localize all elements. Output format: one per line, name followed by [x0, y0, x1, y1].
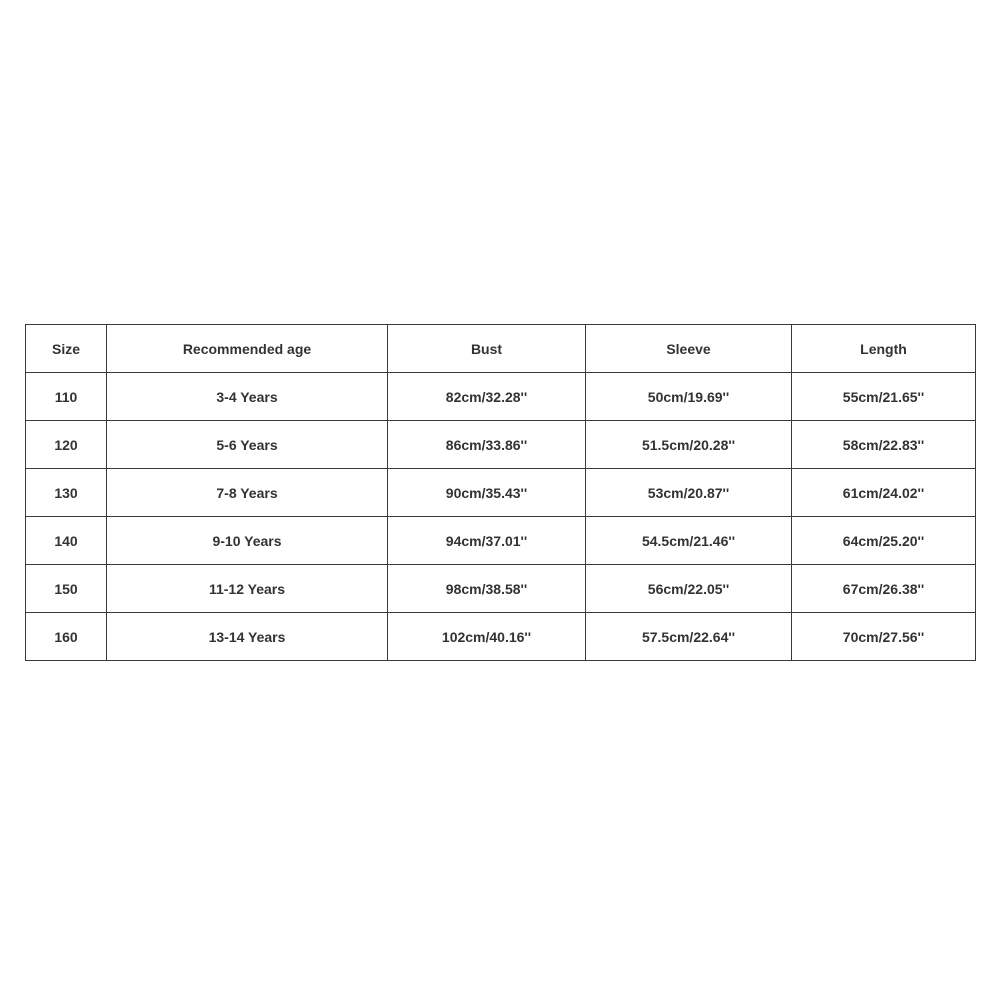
cell-sleeve: 54.5cm/21.46'' [586, 517, 792, 565]
table-row [26, 517, 976, 565]
cell-bust: 94cm/37.01'' [388, 517, 586, 565]
cell-length: 67cm/26.38'' [792, 565, 976, 613]
size-chart-table [25, 324, 976, 661]
cell-recommended-age: 5-6 Years [107, 421, 388, 469]
header-sleeve: Sleeve [586, 325, 792, 373]
cell-size: 150 [26, 565, 107, 613]
cell-bust: 98cm/38.58'' [388, 565, 586, 613]
cell-size: 110 [26, 373, 107, 421]
cell-bust: 86cm/33.86'' [388, 421, 586, 469]
cell-bust: 82cm/32.28'' [388, 373, 586, 421]
table-row [26, 613, 976, 661]
cell-length: 58cm/22.83'' [792, 421, 976, 469]
table-row [26, 421, 976, 469]
cell-length: 64cm/25.20'' [792, 517, 976, 565]
cell-size: 160 [26, 613, 107, 661]
cell-size: 130 [26, 469, 107, 517]
table-body [26, 373, 976, 661]
cell-bust: 102cm/40.16'' [388, 613, 586, 661]
header-size: Size [26, 325, 107, 373]
cell-sleeve: 51.5cm/20.28'' [586, 421, 792, 469]
table-row [26, 565, 976, 613]
cell-length: 61cm/24.02'' [792, 469, 976, 517]
header-recommended-age: Recommended age [107, 325, 388, 373]
cell-recommended-age: 11-12 Years [107, 565, 388, 613]
header-length: Length [792, 325, 976, 373]
header-row [26, 325, 976, 373]
cell-bust: 90cm/35.43'' [388, 469, 586, 517]
cell-recommended-age: 3-4 Years [107, 373, 388, 421]
cell-sleeve: 57.5cm/22.64'' [586, 613, 792, 661]
cell-size: 120 [26, 421, 107, 469]
cell-sleeve: 50cm/19.69'' [586, 373, 792, 421]
cell-recommended-age: 13-14 Years [107, 613, 388, 661]
cell-sleeve: 53cm/20.87'' [586, 469, 792, 517]
header-bust: Bust [388, 325, 586, 373]
table-row [26, 373, 976, 421]
table-header [26, 325, 976, 373]
cell-recommended-age: 7-8 Years [107, 469, 388, 517]
cell-size: 140 [26, 517, 107, 565]
cell-length: 70cm/27.56'' [792, 613, 976, 661]
cell-sleeve: 56cm/22.05'' [586, 565, 792, 613]
table-row [26, 469, 976, 517]
cell-recommended-age: 9-10 Years [107, 517, 388, 565]
cell-length: 55cm/21.65'' [792, 373, 976, 421]
